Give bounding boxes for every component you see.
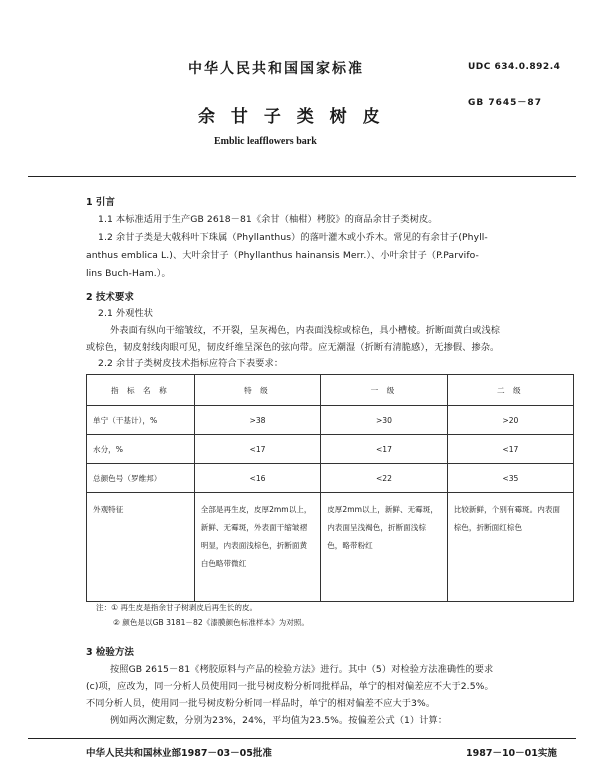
row-label: 水分，% [87,435,195,464]
table-note-2: ② 颜色是以GB 3181－82《漆膜颜色标准样本》为对照。 [113,618,309,627]
org-title: 中华人民共和国国家标准 [188,61,364,77]
table-header: 二 级 [447,375,573,406]
row-label: 总颜色号（罗维邦） [87,464,195,493]
table-note-1: 注：① 再生皮是指余甘子树剥皮后再生长的皮。 [96,603,258,612]
section-1-heading: 1 引言 [86,197,115,208]
table-row [87,493,574,602]
table-row [87,406,574,435]
table-cell: <17 [447,435,573,464]
para-2-1-line1: 外表面有纵向干缩皱纹，不开裂，呈灰褐色，内表面浅棕或棕色，具小槽棱。折断面黄白或浅棕 [110,325,501,336]
para-3-line2: (c)项，应改为，同一分析人员使用同一批号树皮粉分析同批样品，单宁的相对偏差应不大于2.5%。 [86,681,494,692]
approval-text: 中华人民共和国林业部1987－03－05批准 [86,748,272,759]
para-3-line1: 按照GB 2615－81《栲胶原料与产品的检验方法》进行。其中（5）对检验方法准确性的要求 [110,664,494,675]
table-cell: >38 [194,406,320,435]
table-cell: <22 [321,464,447,493]
para-1-2-line1: 1.2 余甘子类是大戟科叶下珠属（Phyllanthus）的落叶灌木或小乔木。常见的有余甘子(Phyll- [98,232,488,243]
table-row [87,464,574,493]
para-2-1: 2.1 外观性状 [98,308,154,319]
para-2-2: 2.2 余甘子类树皮技术指标应符合下表要求： [98,358,284,369]
table-header: 指 标 名 称 [87,375,195,406]
footer-divider [28,738,576,739]
header-divider [28,176,576,177]
table-cell: >20 [447,406,573,435]
section-2-heading: 2 技术要求 [86,292,134,303]
para-2-1-line2: 或棕色，韧皮射线肉眼可见，韧皮纤维呈深色的弦向带。应无潮湿（折断有清脆感），无掺假、掺杂。 [86,342,500,353]
table-row [87,435,574,464]
table-header-row [87,375,574,406]
page-title: 余 甘 子 类 树 皮 [198,107,385,127]
table-cell: <17 [194,435,320,464]
para-3-line3: 不同分析人员，使用同一批号树皮粉分析同一样品时，单宁的相对偏差不应大于3%。 [86,698,436,709]
spec-table [86,374,574,602]
table-cell: >30 [321,406,447,435]
page-title-english: Emblic leafflowers bark [214,136,317,147]
table-cell: <16 [194,464,320,493]
table-cell: <17 [321,435,447,464]
udc-number: UDC 634.0.892.4 [468,62,561,72]
para-1-2-line2: anthus emblica L.)、大叶余甘子（Phyllanthus hainansis Merr.）、小叶余甘子（P.Parvifo- [86,250,479,261]
table-cell: 比较新鲜，个别有霉斑。内表面棕色，折断面红棕色 [447,493,573,602]
para-1-1: 1.1 本标准适用于生产GB 2618－81《余甘（柚柑）栲胶》的商品余甘子类树皮。 [98,214,438,225]
section-3-heading: 3 检验方法 [86,647,134,658]
row-label: 外观特征 [87,493,195,602]
row-label: 单宁（干基计），% [87,406,195,435]
implementation-date: 1987－10－01实施 [466,748,557,759]
table-cell: 皮厚2mm以上，新鲜、无霉斑，内表面呈浅褐色，折断面浅棕色，略带粉红 [321,493,447,602]
table-cell: <35 [447,464,573,493]
table-header: 一 级 [321,375,447,406]
table-header: 特 级 [194,375,320,406]
para-3-line4: 例如两次测定数，分别为23%，24%，平均值为23.5%。按偏差公式（1）计算： [110,715,448,726]
table-cell: 全部是再生皮，皮厚2mm以上，新鲜、无霉斑，外表面干缩皱褶明显，内表面浅棕色，折断面黄白色略带微红 [194,493,320,602]
gb-number: GB 7645－87 [468,98,542,108]
para-1-2-line3: lins Buch-Ham.）。 [86,268,171,279]
